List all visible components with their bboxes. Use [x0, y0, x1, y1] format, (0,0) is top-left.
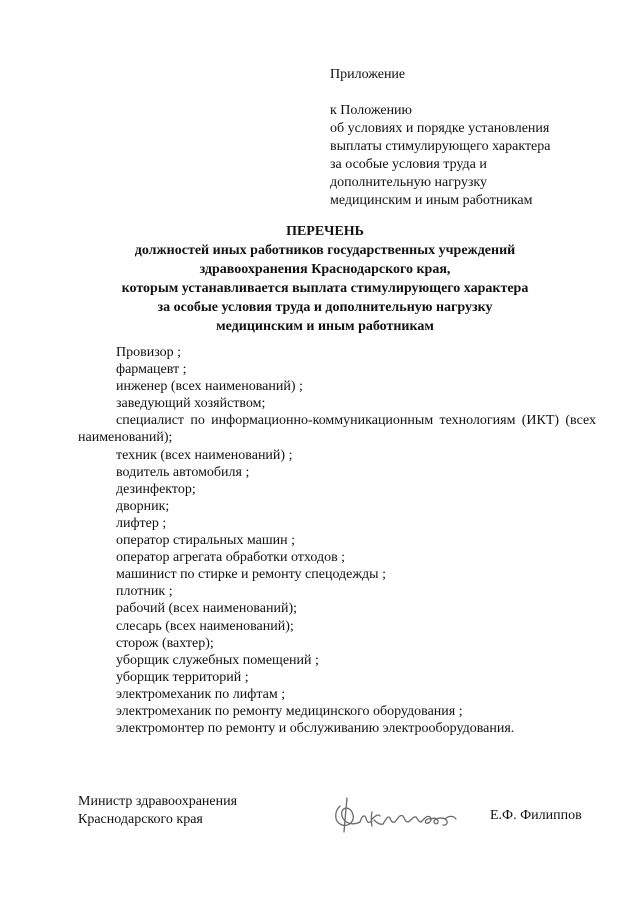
position-item: дворник;: [116, 498, 170, 514]
position-item: уборщик служебных помещений ;: [116, 652, 319, 668]
signatory-position: [78, 793, 237, 829]
appendix-block: [330, 66, 551, 210]
position-item: лифтер ;: [116, 515, 167, 531]
heading-line: которым устанавливается выплата стимулирующего характера: [121, 281, 529, 296]
position-item: водитель автомобиля ;: [116, 464, 250, 480]
position-item: дезинфектор;: [116, 481, 196, 497]
appendix-line: дополнительную нагрузку: [330, 175, 487, 190]
heading-line: медицинским и иным работникам: [216, 319, 434, 334]
position-item: плотник ;: [116, 584, 173, 600]
document-heading: [60, 222, 590, 336]
position-item: инженер (всех наименований) ;: [116, 379, 303, 395]
appendix-line: медицинским и иным работникам: [330, 193, 533, 208]
appendix-lines: [330, 102, 551, 210]
position-item: электромеханик по лифтам ;: [116, 686, 286, 702]
position-item: фармацевт ;: [116, 362, 187, 378]
appendix-line: выплаты стимулирующего характера: [330, 139, 551, 154]
position-item: электромеханик по ремонту медицинского оборудования ;: [116, 703, 463, 719]
position-item: оператор агрегата обработки отходов ;: [116, 550, 346, 566]
position-item: сторож (вахтер);: [116, 635, 214, 651]
position-item: оператор стиральных машин ;: [116, 533, 296, 549]
position-item: Провизор ;: [116, 345, 182, 360]
position-item: машинист по стирке и ремонту спецодежды ;: [116, 567, 386, 583]
signatory-name: Е.Ф. Филиппов: [490, 808, 582, 823]
appendix-line: к Положению: [330, 103, 413, 118]
position-item: техник (всех наименований) ;: [116, 447, 293, 463]
heading-line: за особые условия труда и дополнительную нагрузку: [157, 300, 493, 315]
signatory-position-line: Краснодарского края: [78, 812, 203, 827]
heading-line: должностей иных работников государственных учреждений: [134, 243, 516, 258]
appendix-line: за особые условия труда и: [330, 157, 487, 172]
position-item: слесарь (всех наименований);: [116, 618, 294, 634]
position-item: специалист по информационно-коммуникационным технологиям (ИКТ) (всех наименований);: [78, 413, 596, 446]
positions-list: [78, 344, 596, 737]
position-item: уборщик территорий ;: [116, 669, 249, 685]
signatory-position-line: Министр здравоохранения: [78, 794, 238, 809]
position-item: электромонтер по ремонту и обслуживанию электрооборудования.: [116, 721, 515, 737]
position-item: заведующий хозяйством;: [116, 396, 266, 412]
position-item: рабочий (всех наименований);: [116, 601, 298, 617]
appendix-line: об условиях и порядке установления: [330, 121, 550, 136]
heading-line: здравоохранения Краснодарского края,: [199, 262, 451, 277]
handwritten-signature: [330, 788, 470, 838]
heading-title: ПЕРЕЧЕНЬ: [286, 224, 364, 239]
appendix-title: Приложение: [330, 67, 406, 82]
